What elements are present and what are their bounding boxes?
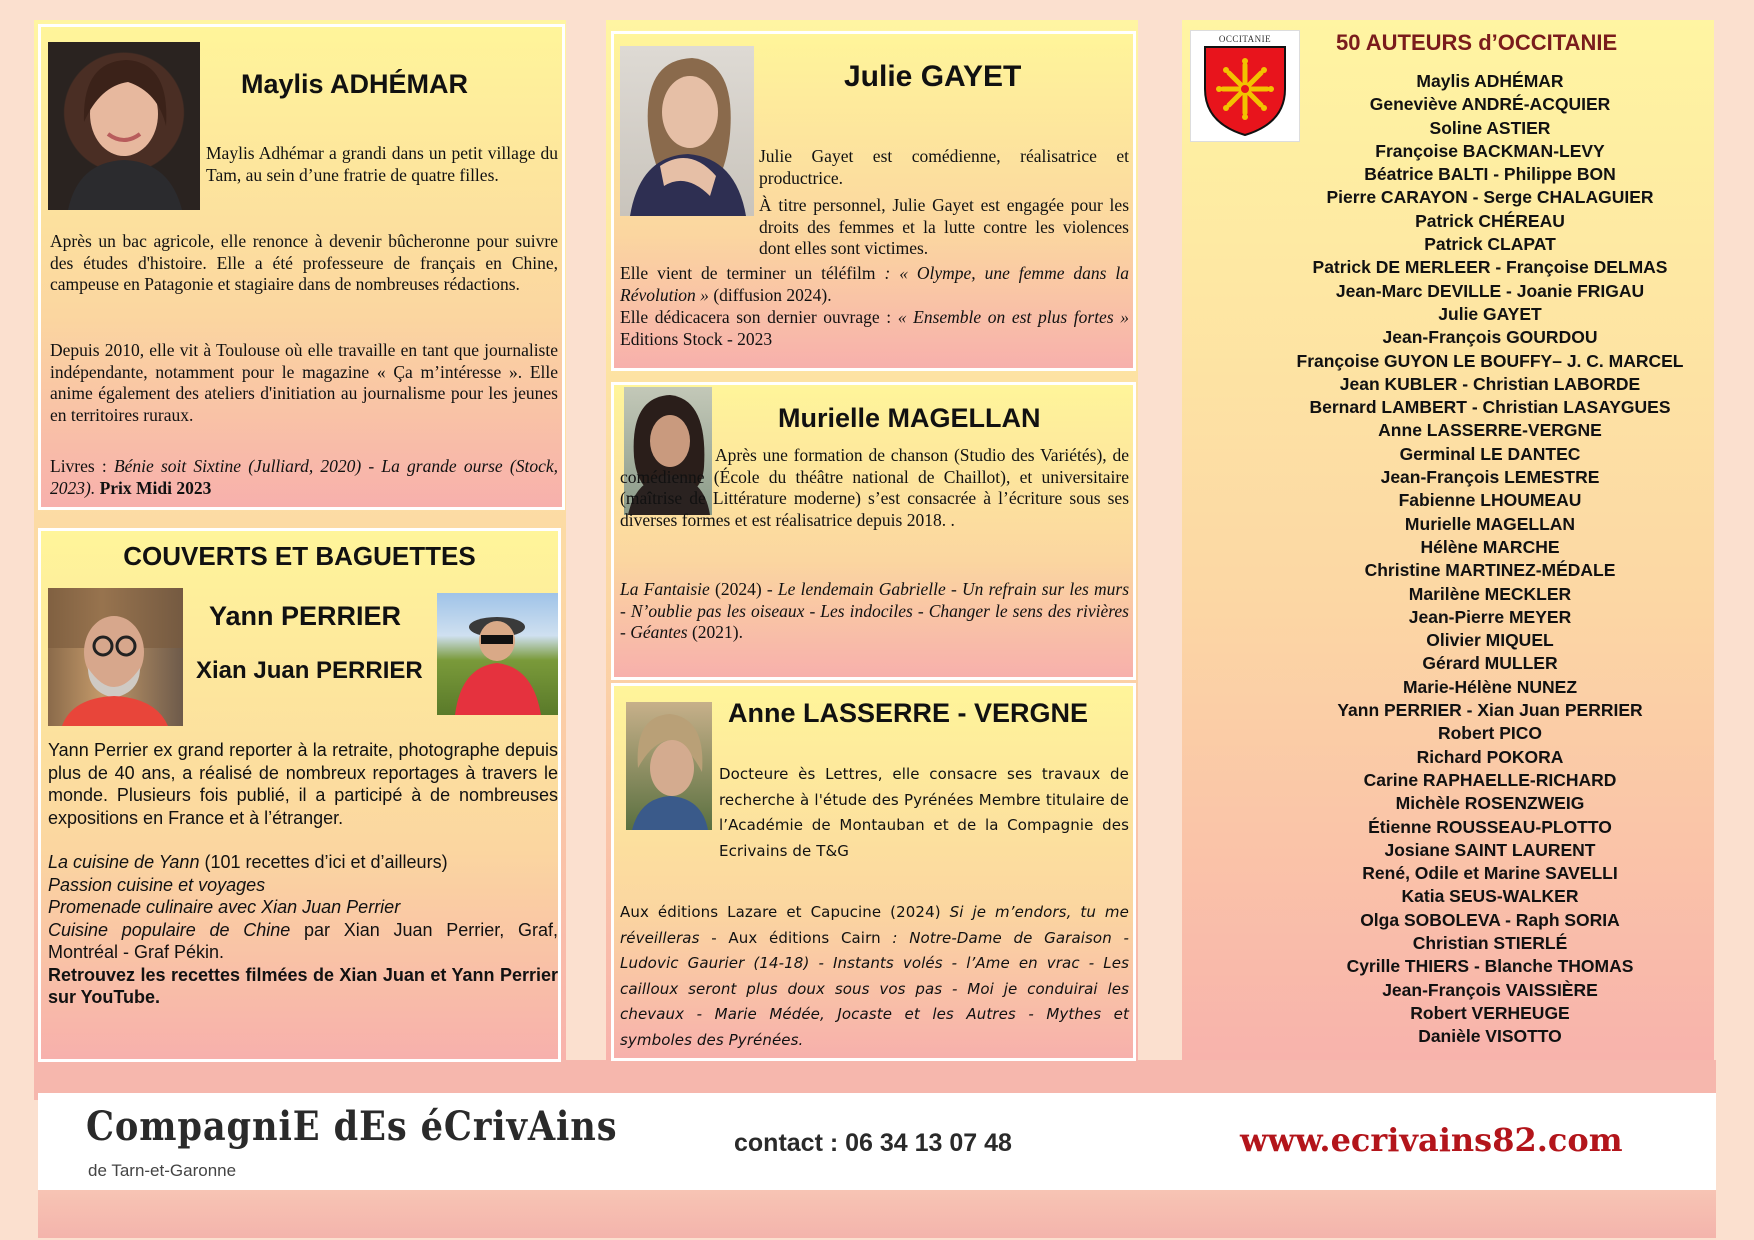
author-item: Katia SEUS-WALKER [1401,886,1579,907]
author-item: Marilène MECKLER [1408,583,1572,604]
portrait-icon [48,42,200,210]
logo-main: CompagniE dEs éCrivAins [86,1103,618,1150]
yann-bio: Yann Perrier ex grand reporter à la retraite, photographe depuis plus de 40 ans, a réalisé de nombreux reportages à travers le monde. Plusieurs fois publié, il a participé à de nombreuses expositions en France et à l’étranger. [48,740,558,828]
author-item: Jean-François LEMESTRE [1380,467,1600,488]
xian-name: Xian Juan PERRIER [196,657,423,684]
author-item: Danièle VISOTTO [1418,1026,1562,1047]
prize-label: Prix Midi 2023 [95,477,212,498]
text: Elle vient de terminer un téléfilm [620,263,885,283]
book-cuisine-yann [48,851,558,874]
murielle-bio: Après une formation de chanson (Studio des Variétés), de comédienne (École du théâtre national de Chaillot), et universitaire (maîtrise de Littérature moderne) s’est consacrée à l’écriture sous ses diverses formes et est réalisatrice depuis 2018. . [620,445,1129,530]
book-title: Promenade culinaire avec Xian Juan Perrier [48,897,401,917]
author-item: René, Odile et Marine SAVELLI [1362,863,1618,884]
text: (2024) - [709,579,778,599]
contact-phone: contact : 06 34 13 07 48 [734,1129,1012,1157]
author-item: Yann PERRIER - Xian Juan PERRIER [1337,700,1643,721]
author-item: Patrick CLAPAT [1424,234,1556,255]
anne-bio: Docteure ès Lettres, elle consacre ses travaux de recherche à l'étude des Pyrénées Membre titulaire de l’Académie de Montauban et de la Compagnie des Ecrivains de T&G [719,765,1129,860]
author-item: Germinal LE DANTEC [1399,443,1581,464]
author-item: Michèle ROSENZWEIG [1395,793,1585,814]
author-item: Françoise BACKMAN-LEVY [1375,140,1605,161]
julie-photo [620,46,754,216]
author-item: Patrick CHÉREAU [1415,210,1565,231]
website-link[interactable]: www.ecrivains82.com [1240,1121,1623,1159]
maylis-books [50,456,558,499]
text: Elle dédicacera son dernier ouvrage : [620,307,898,327]
portrait-icon [620,46,754,216]
author-item: Christine MARTINEZ-MÉDALE [1364,560,1616,581]
author-item: Olivier MIQUEL [1426,630,1554,651]
author-item: Fabienne LHOUMEAU [1398,490,1582,511]
book-details: par Xian Juan Perrier, Graf, Montréal - Graf Pékin. [48,919,558,962]
author-item: Anne LASSERRE-VERGNE [1378,420,1602,441]
author-item: Jean-François VAISSIÈRE [1382,979,1598,1000]
anne-name: Anne LASSERRE - VERGNE [728,698,1089,728]
julie-engagement: À titre personnel, Julie Gayet est engagée pour les droits des femmes et la lutte contre les violences dont elles sont victimes. [759,195,1129,258]
author-item: Bernard LAMBERT - Christian LASAYGUES [1309,397,1671,418]
xian-photo [437,593,558,715]
author-item: Soline ASTIER [1429,117,1551,138]
author-item: Étienne ROUSSEAU-PLOTTO [1368,816,1612,837]
author-item: Gérard MULLER [1422,653,1558,674]
books-prefix: Livres : [50,456,114,476]
book-titles: Le lendemain Gabrielle - Un refrain sur les murs - N’oublie pas les oiseaux - Les indociles - Changer le sens des rivières - Géantes [620,579,1130,642]
book-subtitle: (101 recettes d’ici et d’ailleurs) [199,852,448,872]
julie-card [611,31,1136,371]
book-title: La cuisine de Yann [48,852,200,872]
youtube-text: Retrouvez les recettes filmées de Xian Juan et Yann Perrier sur YouTube. [48,964,558,1007]
authors-list [1185,70,1754,1048]
portrait-icon [437,593,558,715]
text: (diffusion 2024). [708,284,832,305]
anne-books [620,900,1129,1053]
maylis-photo [48,42,200,210]
book-title: Passion cuisine et voyages [48,874,266,895]
perrier-card [38,528,561,1062]
maylis-studies: Après un bac agricole, elle renonce à devenir bûcheronne pour suivre des études d'histoire. Elle a été professeure de français en Chine, campeuse en Patagonie et stagiaire dans de nombreuses rédactions. [50,231,558,294]
text: Editions Stock - 2023 [620,328,773,349]
book-cuisine-chine [48,919,558,964]
yann-photo [48,588,183,726]
author-item: Geneviève ANDRÉ-ACQUIER [1369,94,1611,115]
logo-sub: de Tarn-et-Garonne [88,1161,237,1180]
book-title: Cuisine populaire de Chine [48,919,291,940]
julie-book [620,307,1129,350]
telefilm-title: : « Olympe, une femme dans la Révolution » [620,263,1129,305]
bottom-band [38,1190,1716,1238]
author-item: Carine RAPHAELLE-RICHARD [1363,769,1617,790]
author-item: Maylis ADHÉMAR [1416,71,1564,91]
author-item: Josiane SAINT LAURENT [1384,839,1596,860]
author-item: Christian STIERLÉ [1412,932,1568,953]
author-item: Jean-François GOURDOU [1382,327,1598,348]
book-promenade [48,896,558,919]
maylis-career: Depuis 2010, elle vit à Toulouse où elle travaille en tant que journaliste indépendante, notamment pour le magazine « Ça m’intéresse ». Elle anime également des ateliers d'initiation au journalisme pour les jeunes en territoires ruraux. [50,340,558,425]
author-item: Béatrice BALTI - Philippe BON [1364,164,1616,185]
author-item: Murielle MAGELLAN [1404,513,1576,534]
julie-intro: Julie Gayet est comédienne, réalisatrice et productrice. [759,146,1129,188]
book-title: Si je m’endors, tu me réveilleras [620,903,1129,947]
author-item: Marie-Hélène NUNEZ [1402,676,1578,697]
murielle-name: Murielle MAGELLAN [778,403,1041,433]
couverts-heading: COUVERTS ET BAGUETTES [123,541,476,571]
author-item: Jean-Marc DEVILLE - Joanie FRIGAU [1335,280,1645,301]
book-passion [48,874,558,897]
text: (2021). [687,622,743,642]
yann-name: Yann PERRIER [209,601,402,631]
anne-photo [626,702,712,830]
author-item: Robert VERHEUGE [1410,1002,1570,1023]
author-item: Cyrille THIERS - Blanche THOMAS [1346,956,1634,977]
shield-label: OCCITANIE [1218,34,1272,44]
portrait-icon [48,588,183,726]
author-item: Julie GAYET [1438,303,1542,324]
book-titles: : Notre-Dame de Garaison - Ludovic Gaurier (14-18) - Instants volés - l’Ame en vrac - Les cailloux seront plus doux sous vos pas - Moi je conduirai les chevaux - Marie Médée, Jocaste et les Autres - Mythes et symboles des Pyrénées. [620,928,1129,1049]
author-item: Olga SOBOLEVA - Raph SORIA [1360,909,1620,930]
julie-name: Julie GAYET [844,60,1022,93]
maylis-card [38,24,565,510]
author-item: Jean KUBLER - Christian LABORDE [1339,373,1641,394]
author-item: Patrick DE MERLEER - Françoise DELMAS [1312,257,1668,278]
youtube-note [48,964,558,1009]
footer [38,1093,1716,1190]
occitanie-heading: 50 AUTEURS d’OCCITANIE [1336,30,1618,55]
book-title: « Ensemble on est plus fortes » [897,307,1130,327]
maylis-name: Maylis ADHÉMAR [241,69,469,99]
author-item: Robert PICO [1437,723,1543,744]
murielle-card [611,382,1136,680]
author-item: Françoise GUYON LE BOUFFY– J. C. MARCEL [1296,350,1684,371]
text: - Aux éditions Cairn [699,928,893,947]
portrait-icon [626,702,712,830]
book-title: La Fantaisie [620,579,710,599]
books-titles: Bénie soit Sixtine (Julliard, 2020) - La grande ourse (Stock, 2023). [50,456,558,498]
author-item: Hélène MARCHE [1420,536,1560,557]
julie-telefilm [620,263,1129,306]
author-item: Pierre CARAYON - Serge CHALAGUIER [1326,187,1654,208]
maylis-intro: Maylis Adhémar a grandi dans un petit village du Tam, au sein d’une fratrie de quatre filles. [206,143,558,185]
anne-card [611,683,1136,1061]
author-item: Richard POKORA [1416,746,1564,767]
murielle-books [620,579,1129,644]
text: Aux éditions Lazare et Capucine (2024) [620,903,950,921]
author-item: Jean-Pierre MEYER [1408,606,1572,627]
perrier-books [48,851,558,1009]
